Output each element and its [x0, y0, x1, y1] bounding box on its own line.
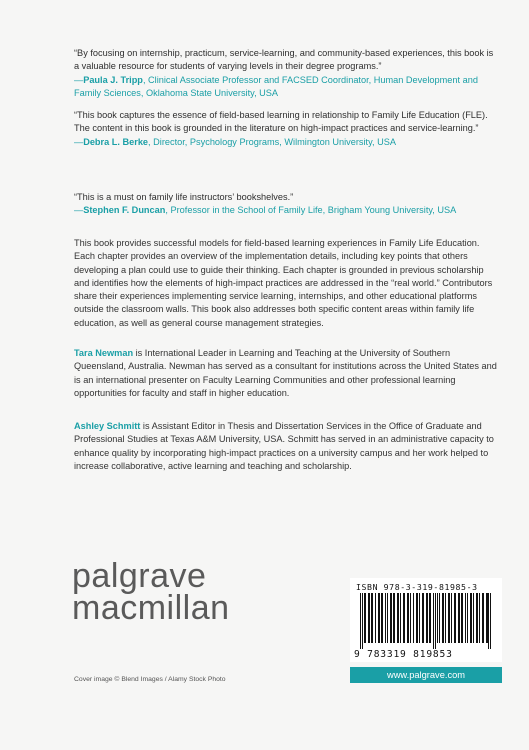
barcode-bar: [360, 593, 361, 649]
cover-image-credit: Cover image © Blend Images / Alamy Stock Photo: [74, 676, 226, 683]
barcode-bar: [381, 593, 383, 643]
barcode-bar: [390, 593, 392, 643]
barcode-bar: [458, 593, 460, 643]
endorsement-attribution: —Stephen F. Duncan, Professor in the School of Family Life, Brigham Young University, USA: [74, 205, 457, 216]
barcode-bar: [445, 593, 446, 643]
barcode-bar: [476, 593, 478, 643]
barcode-digits: 9 783319 819853: [354, 649, 453, 660]
barcode-bar: [473, 593, 474, 643]
barcode-bar: [368, 593, 370, 643]
author-bio-1: [74, 347, 500, 400]
book-description: This book provides successful models for field-based learning experiences in Family Life Education. Each chapter provides an overview of the implementation details, including key points that others developing a plan could use to guide their thinking. Each chapter is grounded in previous scholarship and identifies how the elements of high-impact practices are addressed in the “real world.” Contributors share their experiences implementing service learning, internships, and other educational platforms outside the classroom walls. This book also addresses both specific content areas within family life education, as well as general course management strategies.: [74, 238, 493, 328]
barcode-bar: [488, 593, 489, 649]
publisher-logo-line1: palgrave: [72, 557, 207, 595]
endorsement-1: [74, 47, 500, 100]
endorsement-attribution: —Paula J. Tripp, Clinical Associate Professor and FACSED Coordinator, Human Development and Family Sciences, Oklahoma State University, USA: [74, 74, 478, 98]
barcode-bar: [385, 593, 386, 643]
barcode-bar: [422, 593, 424, 643]
barcode-bar: [426, 593, 428, 643]
barcode-bar: [465, 593, 466, 643]
publisher-logo-line2: macmillan: [72, 589, 230, 627]
barcode-bar: [393, 593, 395, 643]
barcode-bar: [467, 593, 468, 643]
author-name: Ashley Schmitt: [74, 421, 141, 431]
barcode-bar: [419, 593, 420, 643]
barcode-bar: [482, 593, 484, 643]
barcode-bar: [442, 593, 444, 643]
author-bio-text: is Assistant Editor in Thesis and Dissertation Services in the Office of Graduate and Professional Studies at Texas A&M University, USA. Schmitt has served in an administrative capacity to enhance quality by incorporating high-impact practices on a university campus and her work helped to increase collaborative, active learning and teaching and scholarship.: [74, 421, 494, 471]
endorser-name: Stephen F. Duncan: [83, 205, 166, 216]
barcode-bar: [397, 593, 399, 643]
barcode-bar: [479, 593, 480, 643]
endorser-name: Debra L. Berke: [83, 136, 149, 147]
isbn-barcode: [350, 578, 502, 662]
endorsement-attribution: —Debra L. Berke, Director, Psychology Programs, Wilmington University, USA: [74, 136, 397, 147]
barcode-bar: [407, 593, 409, 643]
barcode-bar: [375, 593, 376, 643]
barcode-bar: [429, 593, 431, 643]
barcode-bar: [486, 593, 488, 643]
endorsement-quote: “This book captures the essence of field-based learning in relationship to Family Life Education (FLE). The content in this book is grounded in the literature on high-impact practices and service-learning.”: [74, 110, 488, 134]
barcode-bar: [387, 593, 388, 643]
author-bio-2: [74, 420, 500, 473]
endorser-role: , Professor in the School of Family Life, Brigham Young University, USA: [165, 205, 457, 216]
endorsement-2: [74, 109, 500, 149]
author-name: Tara Newman: [74, 348, 134, 358]
barcode-bar: [461, 593, 463, 643]
barcode-bar: [433, 593, 434, 649]
barcode-bar: [437, 593, 438, 643]
barcode-bar: [371, 593, 373, 643]
publisher-logo: [72, 557, 230, 627]
barcode-bar: [413, 593, 414, 643]
endorsement-quote: “This is a must on family life instructors’ bookshelves.”: [74, 192, 294, 202]
barcode-bar: [410, 593, 411, 643]
barcode-bar: [435, 593, 436, 649]
barcode-bar: [364, 593, 366, 643]
barcode-bar: [403, 593, 405, 643]
endorser-role: , Director, Psychology Programs, Wilmington University, USA: [148, 136, 397, 147]
isbn-label: ISBN 978-3-319-81985-3: [356, 582, 478, 592]
barcode-bar: [454, 593, 456, 643]
barcode-bar: [362, 593, 363, 649]
author-bio-text: is International Leader in Learning and Teaching at the University of Southern Queensland, Australia. Newman has served as a consultant for institutions across the United States and is an international presenter on Faculty Learning Communities and other professional learning opportunities for faculty and staff in higher education.: [74, 348, 497, 398]
endorsement-quote: “By focusing on internship, practicum, service-learning, and community-based experiences, this book is a valuable resource for students of varying levels in their degree programs.”: [74, 48, 494, 72]
barcode-bar: [439, 593, 440, 643]
barcode-bar: [378, 593, 380, 643]
barcode-bar: [448, 593, 450, 643]
barcode-bar: [451, 593, 452, 643]
endorser-name: Paula J. Tripp: [83, 74, 143, 85]
barcode-bars: [358, 593, 494, 649]
barcode-bar: [490, 593, 491, 649]
barcode-bar: [470, 593, 472, 643]
barcode-bar: [400, 593, 401, 643]
endorsement-3: [74, 191, 500, 218]
barcode-bar: [416, 593, 418, 643]
publisher-url[interactable]: www.palgrave.com: [350, 667, 502, 683]
endorser-role: , Clinical Associate Professor and FACSED Coordinator, Human Development and Family Sciences, Oklahoma State University, USA: [74, 74, 478, 98]
